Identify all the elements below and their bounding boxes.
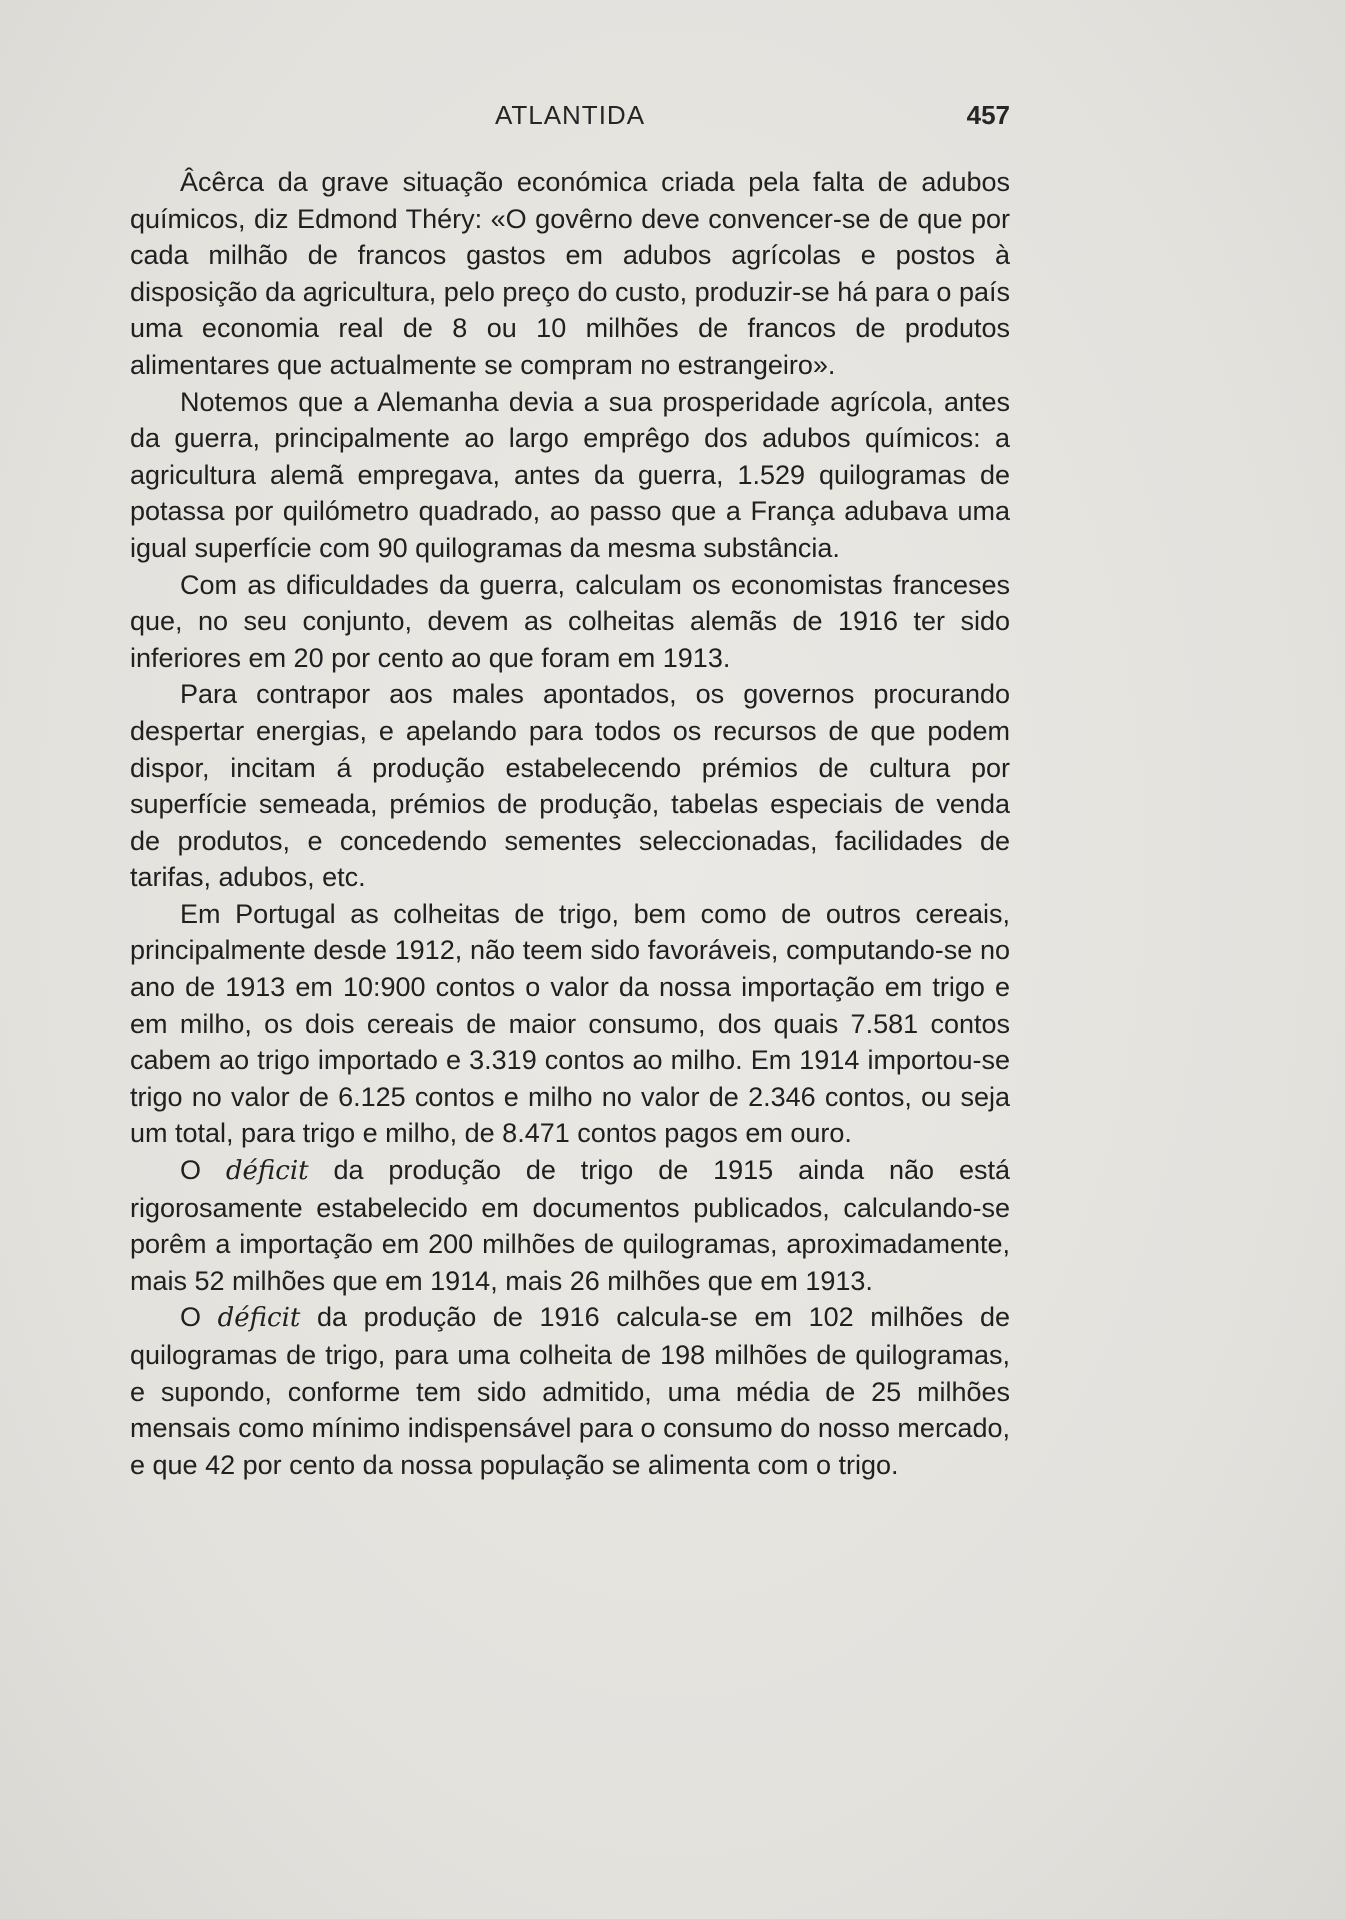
page-header <box>130 100 1010 140</box>
page-number: 457 <box>966 100 1010 130</box>
article-body <box>130 164 1010 1483</box>
paragraph-3: Com as dificuldades da guerra, calculam os economistas franceses que, no seu conjunto, devem as colheitas alemãs de 1916 ter sido inferiores em 20 por cento ao que foram em 1913. <box>130 569 1010 673</box>
paragraph-7 <box>130 1299 1010 1483</box>
paragraph-5: Em Portugal as colheitas de trigo, bem como de outros cereais, principalmente desde 1912, não teem sido favoráveis, computando-se no ano de 1913 em 10:900 contos o valor da nossa importação em trigo e em milho, os dois cereais de maior consumo, dos quais 7.581 contos cabem ao trigo importado e 3.319 contos ao milho. Em 1914 importou-se trigo no valor de 6.125 contos e milho no valor de 2.346 contos, ou seja um total, para trigo e milho, de 8.471 contos pagos em ouro. <box>130 898 1010 1149</box>
paragraph-6-rest: da produção de trigo de 1915 ainda não está rigorosamente estabelecido em documentos publicados, calculando-se porêm a importação em 200 milhões de quilogramas, aproximadamente, mais 52 milhões que em 1914, mais 26 milhões que em 1913. <box>130 1155 1010 1296</box>
paragraph-6-lead: O <box>180 1155 226 1186</box>
paragraph-7-lead: O <box>180 1302 218 1333</box>
paragraph-6 <box>130 1152 1010 1299</box>
paragraph-1: Âcêrca da grave situação económica criada pela falta de adubos químicos, diz Edmond Théry: «O govêrno deve convencer-se de que por cada milhão de francos gastos em adubos agrícolas e postos à disposição da agricultura, pelo preço do custo, produzir-se há para o país uma economia real de 8 ou 10 milhões de francos de produtos alimentares que actualmente se compram no estrangeiro». <box>130 167 1010 380</box>
paragraph-7-italic-term: déficit <box>217 1303 301 1334</box>
paragraph-2: Notemos que a Alemanha devia a sua prosperidade agrícola, antes da guerra, principalmente ao largo emprêgo dos adubos químicos: a agricultura alemã empregava, antes da guerra, 1.529 quilogramas de potassa por quilómetro quadrado, ao passo que a França adubava uma igual superfície com 90 quilogramas da mesma substância. <box>130 386 1010 563</box>
running-title: ATLANTIDA <box>494 100 646 130</box>
paragraph-7-rest: da produção de 1916 calcula-se em 102 milhões de quilogramas de trigo, para uma colheita de 198 milhões de quilogramas, e supondo, conforme tem sido admitido, uma média de 25 milhões mensais como mínimo indispensável para o consumo do nosso mercado, e que 42 por cento da nossa população se alimenta com o trigo. <box>130 1302 1010 1480</box>
paragraph-4: Para contrapor aos males apontados, os governos procurando despertar energias, e apelando para todos os recursos de que podem dispor, incitam á produção estabelecendo prémios de cultura por superfície semeada, prémios de produção, tabelas especiais de venda de produtos, e concedendo sementes seleccionadas, facilidades de tarifas, adubos, etc. <box>130 679 1010 893</box>
paragraph-6-italic-term: déficit <box>225 1156 309 1187</box>
